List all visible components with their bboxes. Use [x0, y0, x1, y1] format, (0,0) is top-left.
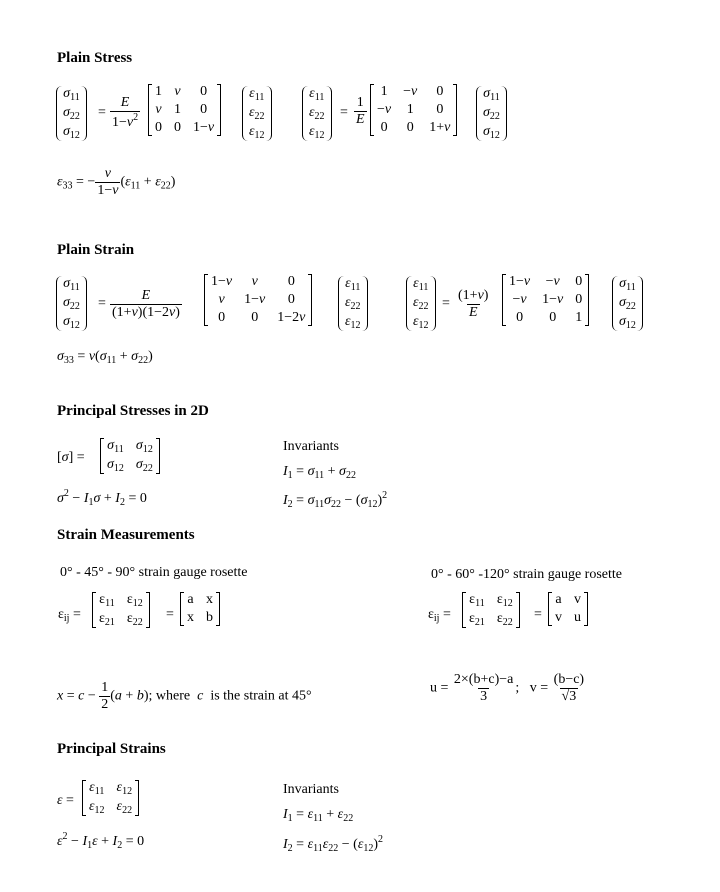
- plain-stress-epsilon33: $\varepsilon_{33}$ = − $\frac{\nu}{1-\nu}$ $(\varepsilon_{11} + \varepsilon_{22})$: [57, 166, 176, 198]
- plain-strain-heading: Plain Strain: [57, 242, 135, 258]
- strain-at-45-text: is the strain at 45°: [210, 688, 312, 704]
- strain-measurements-heading: Strain Measurements: [57, 527, 195, 543]
- rosette-0-60-120-label: 0° - 60° -120° strain gauge rosette: [431, 567, 622, 582]
- plain-strain-sigma33: $\sigma_{33} = \nu(\sigma_{11} + \sigma_{22})$: [57, 349, 153, 366]
- strain-invariant-i2: $I_2 = \varepsilon_{11}\varepsilon_{22} - (\varepsilon_{12})^2$: [283, 834, 384, 854]
- rosette-60-formulas: u = $\frac{2\times(b+c)-a}{3}$ ; v = $\frac{(b-c)}{√3}$: [430, 672, 585, 704]
- stress-characteristic-equation: $\sigma^2 - I_1\sigma + I_2 = 0$: [57, 488, 147, 508]
- strain-vector: $\varepsilon_{11}$ $\varepsilon_{22}$ $\varepsilon_{12}$: [242, 86, 272, 141]
- rosette-0-45-90-label: 0° - 45° - 90° strain gauge rosette: [60, 565, 248, 580]
- principal-strains-heading: Principal Strains: [57, 741, 166, 757]
- where-text: ; where: [148, 688, 191, 704]
- plain-stress-stiffness-matrix: 1 ν 0 ν 1 0 0 0 1−ν: [148, 84, 221, 136]
- plain-stress-heading: Plain Stress: [57, 50, 133, 66]
- stress-invariant-i1: $I_1 = \sigma_{11} + \sigma_{22}$: [283, 464, 356, 481]
- strain-invariants-label: Invariants: [283, 782, 339, 797]
- stress-invariant-i2: $I_2 = \sigma_{11}\sigma_{22} - (\sigma_{12})^2$: [283, 490, 388, 510]
- stress-vector: $\sigma_{11}$ $\sigma_{22}$ $\sigma_{12}$: [56, 86, 87, 141]
- stress-invariants-label: Invariants: [283, 439, 339, 454]
- principal-stresses-heading: Principal Stresses in 2D: [57, 403, 209, 419]
- strain-invariant-i1: $I_1 = \varepsilon_{11} + \varepsilon_{22}$: [283, 807, 354, 824]
- strain-characteristic-equation: $\varepsilon^2 - I_1\varepsilon + I_2 = 0$: [57, 831, 145, 851]
- shear-strain-45-formula: x = c − $\frac{1}{2}$ (a + b); where c is the strain at 45°: [57, 680, 312, 712]
